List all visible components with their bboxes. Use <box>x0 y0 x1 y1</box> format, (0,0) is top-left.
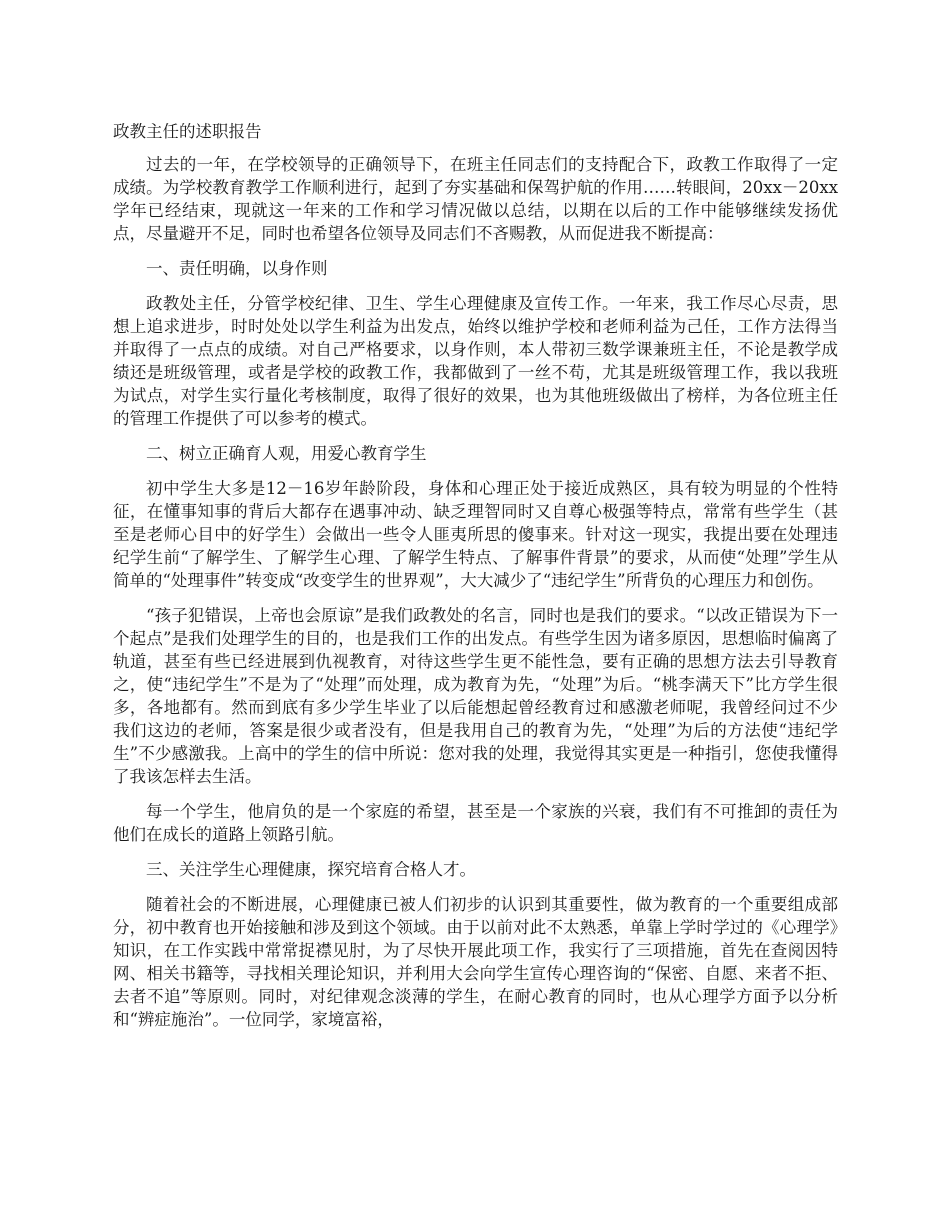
paragraph-section-3: 随着社会的不断进展，心理健康已被人们初步的认识到其重要性，做为教育的一个重要组成部分，初中教育也开始接触和涉及到这个领域。由于以前对此不太熟悉，单靠上学时学过的《心理学》知识，在工作实践中常常捉襟见肘，为了尽快开展此项工作，我实行了三项措施，首先在查阅因特网、相关书籍等，寻找相关理论知识，并利用大会向学生宣传心理咨询的“保密、自愿、来者不拒、去者不追”等原则。同时，对纪律观念淡薄的学生，在耐心教育的同时，也从心理学方面予以分析和“辨症施治”。一位同学，家境富裕， <box>113 895 838 1029</box>
paragraph-intro: 过去的一年，在学校领导的正确领导下，在班主任同志们的支持配合下，政教工作取得了一定成绩。为学校教育教学工作顺利进行，起到了夯实基础和保驾护航的作用……转眼间，20xx－20xx学年已经结束，现就这一年来的工作和学习情况做以总结，以期在以后的工作中能够继续发扬优点，尽量避开不足，同时也希望各位领导及同志们不吝赐教，从而促进我不断提高： <box>113 155 838 243</box>
paragraph-section-2c: 每一个学生，他肩负的是一个家庭的希望，甚至是一个家族的兴衰，我们有不可推卸的责任为他们在成长的道路上领路引航。 <box>113 802 838 844</box>
paragraph-section-2a: 初中学生大多是12－16岁年龄阶段，身体和心理正处于接近成熟区，具有较为明显的个性特征，在懂事知事的背后大都存在遇事冲动、缺乏理智同时又自尊心极强等特点，常常有些学生（甚至是老师心目中的好学生）会做出一些令人匪夷所思的傻事来。针对这一现实，我提出要在处理违纪学生前“了解学生、了解学生心理、了解学生特点、了解事件背景”的要求，从而使“处理”学生从简单的“处理事件”转变成“改变学生的世界观”，大大减少了“违纪学生”所背负的心理压力和创伤。 <box>113 479 838 590</box>
section-heading-3: 三、关注学生心理健康，探究培育合格人才。 <box>146 860 476 879</box>
section-heading-2: 二、树立正确育人观，用爱心教育学生 <box>146 444 427 463</box>
paragraph-section-1: 政教处主任，分管学校纪律、卫生、学生心理健康及宣传工作。一年来，我工作尽心尽责，思想上追求进步，时时处处以学生利益为出发点，始终以维护学校和老师利益为己任，工作方法得当并取得了一点点的成绩。对自己严格要求，以身作则，本人带初三数学课兼班主任，不论是教学成绩还是班级管理，或者是学校的政教工作，我都做到了一丝不苟，尤其是班级管理工作，我以我班为试点，对学生实行量化考核制度，取得了很好的效果，也为其他班级做出了榜样，为各位班主任的管理工作提供了可以参考的模式。 <box>113 294 838 428</box>
document-title: 政教主任的述职报告 <box>113 122 262 141</box>
document-body <box>113 120 838 1043</box>
paragraph-section-2b: “孩子犯错误，上帝也会原谅”是我们政教处的名言，同时也是我们的要求。“以改正错误为下一个起点”是我们处理学生的目的，也是我们工作的出发点。有些学生因为诸多原因，思想临时偏离了轨道，甚至有些已经进展到仇视教育，对待这些学生更不能性急，要有正确的思想方法去引导教育之，使“违纪学生”不是为了“处理”而处理，成为教育为先，“处理”为后。“桃李满天下”比方学生很多，各地都有。然而到底有多少学生毕业了以后能想起曾经教育过和感激老师呢，我曾经问过不少我们这边的老师，答案是很少或者没有，但是我用自己的教育为先，“处理”为后的方法使“违纪学生”不少感激我。上高中的学生的信中所说：您对我的处理，我觉得其实更是一种指引，您使我懂得了我该怎样去生活。 <box>113 606 838 786</box>
section-heading-1: 一、责任明确，以身作则 <box>146 259 328 278</box>
